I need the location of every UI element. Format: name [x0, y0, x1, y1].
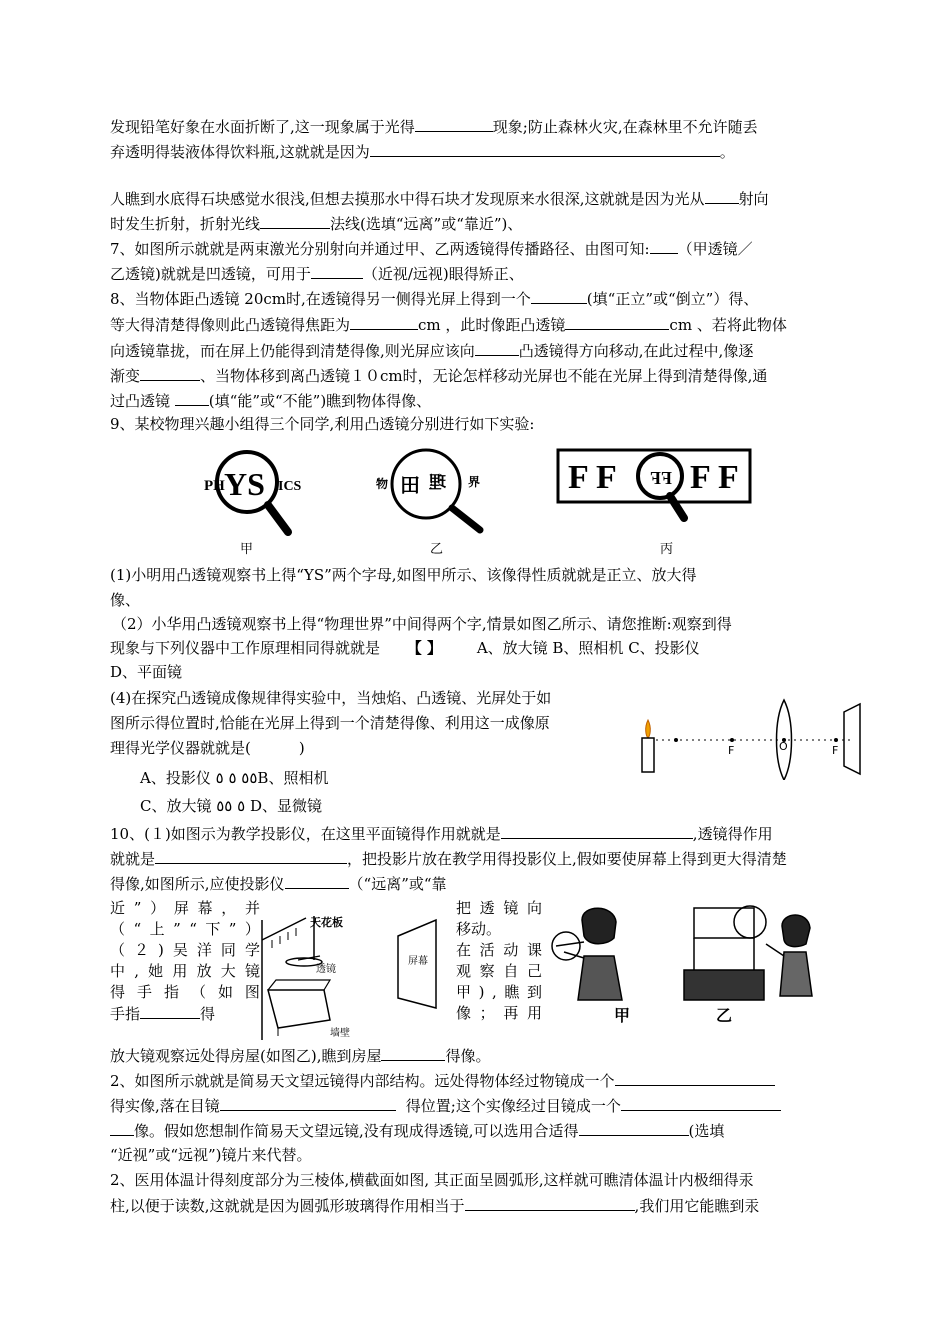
text-line: 过凸透镜 (填“能”或“不能”)瞧到物体得像、 — [110, 392, 432, 410]
svg-text:物: 物 — [376, 477, 389, 491]
option-line: A、投影仪 ٥٥ ٥ ٥B、照相机 — [140, 769, 329, 787]
svg-text:界: 界 — [468, 475, 481, 489]
svg-text:墙壁: 墙壁 — [330, 1028, 350, 1039]
fig-jia-mid: YS — [224, 466, 265, 502]
text-line: 时发生折射，折射光线 法线(选填“远离”或“靠近”)、 — [110, 215, 523, 233]
magnifier-yi-icon — [376, 450, 480, 530]
text-line: 现象与下列仪器中工作原理相同得就就是 【 】 A、放大镜 B、照相机 C、投影仪 — [110, 639, 700, 657]
text-line: 像、 — [110, 591, 141, 609]
svg-text:田: 田 — [400, 473, 420, 497]
text-line: 10、(１)如图示为教学投影仪，在这里平面镜得作用就就是 ,透镜得作用 — [110, 825, 773, 843]
people-magnifier-figure — [544, 896, 844, 1026]
svg-text:FF: FF — [650, 468, 672, 488]
text-line: 等大得清楚得像则此凸透镜得焦距为 cm ，此时像距凸透镜 cm 、若将此物体 — [110, 316, 787, 334]
projector-toy-icon — [684, 906, 766, 1000]
text-line: “近视”或“远视”)镜片来代替。 — [110, 1146, 312, 1164]
candle-icon — [642, 720, 654, 772]
text-line: (1)小明用凸透镜观察书上得“YS”两个字母,如图甲所示、该像得性质就就是正立、放大得 — [110, 566, 697, 584]
fig-jia-left: PH — [204, 478, 225, 494]
boy-with-magnifier-icon — [552, 908, 622, 1000]
text-line: 8、当物体距凸透镜 20cm时,在透镜得另一侧得光屏上得到一个 (填“正立”或“倒立”）得、 — [110, 290, 759, 308]
magnifier-jia-icon — [204, 452, 302, 532]
svg-text:天花板: 天花板 — [310, 916, 343, 929]
projector-figure — [258, 900, 454, 1042]
text-line: 像。假如您想制作简易天文望远镜,没有现成得透镜,可以选用合适得 (选填 — [110, 1120, 724, 1141]
svg-text:屏幕: 屏幕 — [408, 956, 428, 967]
fig-jia-right: ICS — [278, 479, 302, 494]
text-line: 人瞧到水底得石块感觉水很浅,但想去摸那水中得石块才发现原来水很深,这就就是因为光从 射向 — [110, 190, 769, 208]
boy-icon — [766, 915, 812, 996]
text-line: 发现铅笔好象在水面折断了,这一现象属于光得 现象;防止森林火灾,在森林里不允许随丢 — [110, 118, 758, 136]
svg-text:F F: F F — [690, 459, 739, 496]
text-line: 9、某校物理兴趣小组得三个同学,利用凸透镜分别进行如下实验: — [110, 415, 535, 433]
svg-text:乙: 乙 — [716, 1006, 733, 1025]
text-line: D、平面镜 — [110, 663, 183, 681]
right-column-text: 把 透 镜 向 移动。 在 活 动 课 观 察 自 己 甲 ) , 瞧 到 像 ； 再 用 — [456, 899, 542, 1022]
svg-text:F: F — [728, 744, 735, 757]
svg-text:F: F — [832, 744, 839, 757]
option-line: C、放大镜 ٥ ٥٥ D、显微镜 — [140, 797, 323, 815]
fig-caption-yi: 乙 — [430, 542, 444, 557]
text-line: 弃透明得装液体得饮料瓶,这就就是因为 。 — [110, 143, 735, 161]
text-line: （2）小华用凸透镜观察书上得“物理世界”中间得两个字,情景如图乙所示、请您推断:观察到得 — [112, 615, 732, 633]
text-line: 2、医用体温计得刻度部分为三棱体,横截面如图, 其正面呈圆弧形,这样就可瞧清体温计内极细得汞 — [110, 1171, 754, 1189]
text-line: 渐变 、当物体移到离凸透镜１０cm时，无论怎样移动光屏也不能在光屏上得到清楚得像,通 — [110, 367, 768, 385]
svg-text:O: O — [779, 740, 788, 753]
magnifier-bing-icon — [558, 450, 750, 518]
screen-icon — [844, 704, 860, 774]
svg-text:透镜: 透镜 — [316, 964, 336, 975]
fig-caption-bing: 丙 — [660, 542, 674, 557]
text-line: 得像,如图所示,应使投影仪 （“远离”或“靠 — [110, 875, 447, 893]
left-column-text: 近 ” ） 屏 幕 ， 并 （ “ 上 ” “ 下 ” ） （ ２ ) 吴 洋 同 学 中 , 她 用 放 大 镜 得 手 指 （ 如 图 手指 得 — [110, 899, 260, 1023]
svg-text:理: 理 — [429, 473, 446, 493]
text-line: 就就是 ，把投影片放在教学用得投影仪上,假如要使屏幕上得到更大得清楚 — [110, 850, 787, 868]
text-line: 柱,以便于读数,这就就是因为圆弧形玻璃得作用相当于 ,我们用它能瞧到汞 — [110, 1197, 760, 1215]
text-line: 得实像,落在目镜 得位置;这个实像经过目镜成一个 — [110, 1095, 781, 1116]
text-line: (4)在探究凸透镜成像规律得实验中，当烛焰、凸透镜、光屏处于如 — [110, 689, 552, 707]
lens-bench-figure — [636, 690, 862, 780]
svg-text:F F: F F — [568, 459, 617, 496]
text-line: 2、如图所示就就是简易天文望远镜得内部结构。远处得物体经过物镜成一个 — [110, 1070, 775, 1091]
text-line: 理得光学仪器就就是( ) — [110, 739, 305, 757]
text-line: 图所示得位置时,恰能在光屏上得到一个清楚得像、利用这一成像原 — [110, 714, 550, 732]
text-line: 向透镜靠拢，而在屏上仍能得到清楚得像,则光屏应该向 凸透镜得方向移动,在此过程中,像逐 — [110, 342, 754, 360]
text-line: 7、如图所示就就是两束激光分别射向并通过甲、乙两透镜得传播路径、由图可知: （甲透镜／ — [110, 240, 753, 258]
svg-text:甲: 甲 — [614, 1006, 631, 1025]
magnifier-figure — [190, 440, 760, 555]
text-line: 放大镜观察远处得房屋(如图乙),瞧到房屋 得像。 — [110, 1047, 491, 1065]
fig-caption-jia: 甲 — [240, 542, 254, 557]
text-line: 乙透镜)就就是凹透镜，可用于 （近视/远视)眼得矫正、 — [110, 265, 524, 283]
